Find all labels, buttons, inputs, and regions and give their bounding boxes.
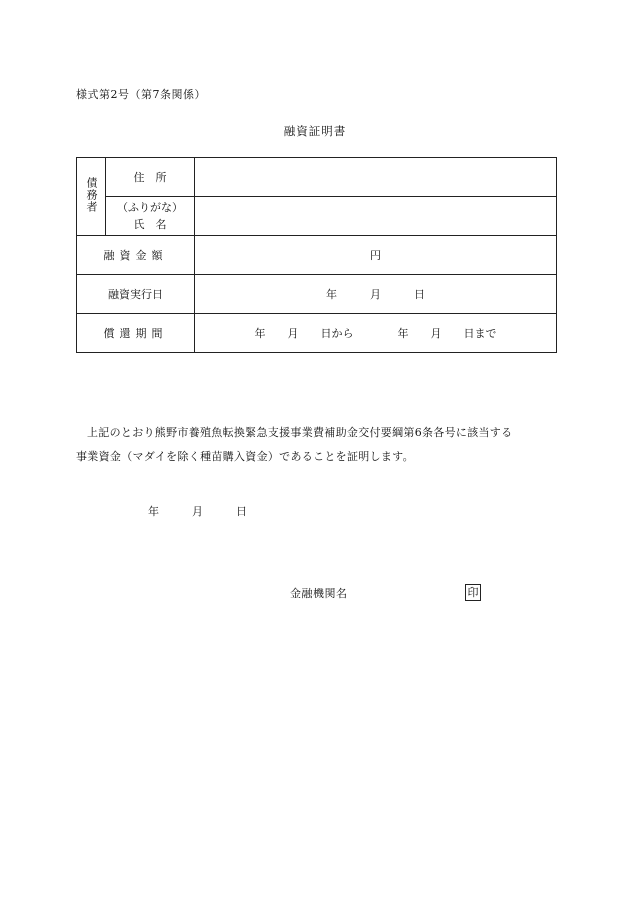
repayment-period-label: 償還期間: [103, 327, 168, 340]
execution-date-row: [77, 275, 557, 314]
document-title: 融資証明書: [283, 124, 347, 138]
name-label-cell: [106, 197, 195, 236]
address-row: [77, 158, 557, 197]
debtor-label: 債務者: [85, 177, 99, 213]
certificate-table: [76, 157, 557, 353]
name-label: 氏 名: [133, 218, 167, 231]
certification-statement: [76, 421, 566, 469]
loan-amount-label: 融資金額: [103, 249, 168, 262]
statement-line-1: 上記のとおり熊野市養殖魚転換緊急支援事業費補助金交付要綱第6条各号に該当する: [87, 426, 513, 439]
address-field[interactable]: [195, 158, 557, 197]
repayment-period-row: [77, 314, 557, 353]
furigana-label: （ふりがな）: [117, 201, 183, 214]
loan-amount-field[interactable]: [195, 236, 557, 275]
execution-date-label-cell: [77, 275, 195, 314]
repayment-label-cell: [77, 314, 195, 353]
debtor-label-cell: [77, 158, 106, 236]
address-label: 住 所: [133, 171, 167, 184]
yen-unit: 円: [370, 249, 381, 262]
execution-date-field[interactable]: 年 月 日: [195, 275, 557, 314]
loan-amount-label-cell: [77, 236, 195, 275]
financial-institution-label: 金融機関名: [290, 587, 348, 600]
name-field[interactable]: [195, 197, 557, 236]
seal-mark: 印: [465, 584, 481, 601]
name-row: [77, 197, 557, 236]
loan-amount-row: [77, 236, 557, 275]
execution-date-label: 融資実行日: [108, 288, 163, 301]
repayment-period-field[interactable]: 年 月 日から 年 月 日まで: [195, 314, 557, 353]
form-number: 様式第2号（第7条関係）: [76, 88, 206, 101]
address-label-cell: [106, 158, 195, 197]
issue-date[interactable]: 年 月 日: [148, 505, 247, 518]
statement-line-2: 事業資金（マダイを除く種苗購入資金）であることを証明します。: [76, 450, 414, 463]
